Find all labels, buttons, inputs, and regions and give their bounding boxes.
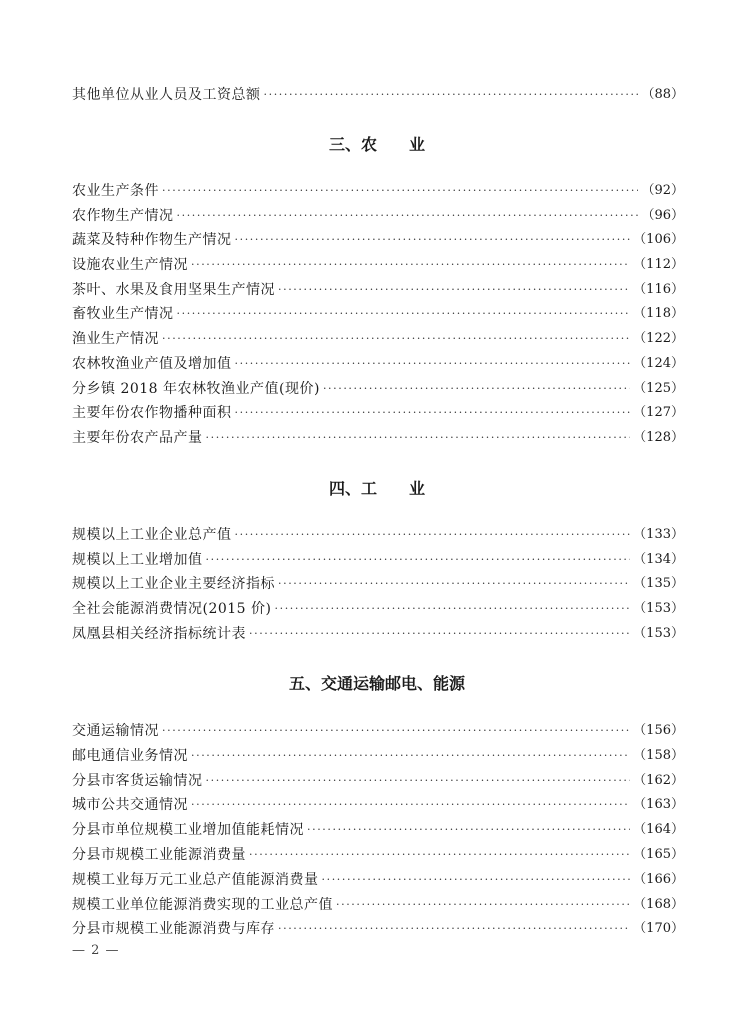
toc-leader-dots <box>336 894 630 916</box>
toc-entry[interactable] <box>72 524 684 546</box>
toc-entry-title: 分县市单位规模工业增加值能耗情况 <box>72 822 304 838</box>
toc-entry-title: 规模工业单位能源消费实现的工业总产值 <box>72 897 333 913</box>
toc-entry-title: 渔业生产情况 <box>72 331 159 347</box>
toc-entry[interactable] <box>72 819 684 841</box>
toc-leader-dots <box>206 549 631 571</box>
toc-entry-title: 邮电通信业务情况 <box>72 748 188 764</box>
toc-entry-page: （96） <box>641 208 684 223</box>
toc-leader-dots <box>322 869 631 891</box>
toc-entry[interactable] <box>72 549 684 571</box>
toc-entry-page: （165） <box>633 847 684 862</box>
toc-entry-page: （133） <box>633 527 684 542</box>
toc-entry[interactable] <box>72 84 684 106</box>
toc-leader-dots <box>278 918 630 940</box>
toc-entry-page: （163） <box>633 797 684 812</box>
toc-entry-page: （122） <box>633 331 684 346</box>
toc-entry-page: （156） <box>633 723 684 738</box>
toc-leader-dots <box>206 770 631 792</box>
toc-leader-dots <box>177 303 631 325</box>
toc-leader-dots <box>177 205 639 227</box>
toc-entry-title: 农作物生产情况 <box>72 208 174 224</box>
toc-entry[interactable] <box>72 720 684 742</box>
toc-leader-dots <box>275 598 631 620</box>
toc-leader-dots <box>191 254 630 276</box>
toc-entry-title: 规模工业每万元工业总产值能源消费量 <box>72 872 319 888</box>
toc-entry[interactable] <box>72 180 684 202</box>
toc-entry[interactable] <box>72 745 684 767</box>
toc-entry-title: 设施农业生产情况 <box>72 257 188 273</box>
toc-entry-page: （92） <box>641 183 684 198</box>
toc-leader-dots <box>162 180 638 202</box>
toc-entry-title: 分乡镇 2018 年农林牧渔业产值(现价) <box>72 381 320 397</box>
toc-entry[interactable] <box>72 894 684 916</box>
toc-entry[interactable] <box>72 427 684 449</box>
toc-leader-dots <box>235 353 631 375</box>
toc-entry-title: 分县市规模工业能源消费与库存 <box>72 921 275 937</box>
toc-entry[interactable] <box>72 573 684 595</box>
toc-entry-title: 茶叶、水果及食用坚果生产情况 <box>72 282 275 298</box>
toc-leader-dots <box>323 378 630 400</box>
toc-leader-dots <box>235 229 631 251</box>
toc-entry-page: （168） <box>633 897 684 912</box>
toc-entry-title: 农林牧渔业产值及增加值 <box>72 356 232 372</box>
toc-entry-title: 其他单位从业人员及工资总额 <box>72 87 261 103</box>
toc-entry[interactable] <box>72 254 684 276</box>
toc-entry[interactable] <box>72 794 684 816</box>
toc-entry-page: （118） <box>633 306 684 321</box>
toc-entry[interactable] <box>72 328 684 350</box>
toc-entry-title: 主要年份农作物播种面积 <box>72 405 232 421</box>
toc-entry[interactable] <box>72 279 684 301</box>
toc-entry-page: （106） <box>633 232 684 247</box>
toc-leader-dots <box>249 623 630 645</box>
toc-entry-title: 交通运输情况 <box>72 723 159 739</box>
toc-entry-page: （162） <box>633 773 684 788</box>
toc-entry-title: 凤凰县相关经济指标统计表 <box>72 626 246 642</box>
toc-entry-page: （127） <box>633 405 684 420</box>
toc-leader-dots <box>162 720 630 742</box>
toc-entry-title: 分县市客货运输情况 <box>72 773 203 789</box>
toc-entry[interactable] <box>72 869 684 891</box>
toc-entry-page: （88） <box>641 87 684 102</box>
toc-entry[interactable] <box>72 353 684 375</box>
toc-leader-dots <box>278 573 630 595</box>
toc-entry[interactable] <box>72 598 684 620</box>
toc-leader-dots <box>249 844 630 866</box>
toc-leader-dots <box>235 524 631 546</box>
toc-leader-dots <box>162 328 630 350</box>
toc-entry-page: （116） <box>633 282 684 297</box>
toc-leader-dots <box>307 819 630 841</box>
toc-leader-dots <box>278 279 630 301</box>
toc-leader-dots <box>264 84 639 106</box>
toc-entry-title: 规模以上工业企业总产值 <box>72 527 232 543</box>
toc-entry-page: （153） <box>633 626 684 641</box>
toc-entry[interactable] <box>72 770 684 792</box>
toc-leader-dots <box>235 402 631 424</box>
toc-entry-page: （128） <box>633 430 684 445</box>
toc-entry[interactable] <box>72 623 684 645</box>
toc-entry-page: （124） <box>633 356 684 371</box>
toc-entry[interactable] <box>72 402 684 424</box>
section-heading-industry: 四、工 业 <box>328 479 425 498</box>
toc-entry-page: （170） <box>633 921 684 936</box>
toc-entry[interactable] <box>72 378 684 400</box>
toc-entry-title: 城市公共交通情况 <box>72 797 188 813</box>
toc-entry[interactable] <box>72 303 684 325</box>
toc-entry[interactable] <box>72 205 684 227</box>
toc-leader-dots <box>191 794 630 816</box>
toc-entry[interactable] <box>72 844 684 866</box>
toc-entry-title: 规模以上工业增加值 <box>72 552 203 568</box>
page-number: — 2 — <box>72 943 120 958</box>
toc-entry-title: 全社会能源消费情况(2015 价) <box>72 601 272 617</box>
toc-entry-page: （125） <box>633 381 684 396</box>
toc-entry-page: （134） <box>633 552 684 567</box>
section-heading-agriculture: 三、农 业 <box>328 135 425 154</box>
toc-entry-page: （135） <box>633 576 684 591</box>
toc-leader-dots <box>206 427 631 449</box>
toc-leader-dots <box>191 745 630 767</box>
section-heading-transport: 五、交通运输邮电、能源 <box>288 674 465 693</box>
toc-entry-title: 蔬菜及特种作物生产情况 <box>72 232 232 248</box>
toc-entry-page: （158） <box>633 748 684 763</box>
toc-entry-title: 主要年份农产品产量 <box>72 430 203 446</box>
toc-entry-page: （112） <box>633 257 684 272</box>
toc-entry[interactable] <box>72 918 684 940</box>
toc-entry-title: 农业生产条件 <box>72 183 159 199</box>
toc-entry-title: 规模以上工业企业主要经济指标 <box>72 576 275 592</box>
toc-entry-title: 畜牧业生产情况 <box>72 306 174 322</box>
toc-entry-page: （153） <box>633 601 684 616</box>
toc-entry-page: （166） <box>633 872 684 887</box>
toc-entry-title: 分县市规模工业能源消费量 <box>72 847 246 863</box>
toc-entry[interactable] <box>72 229 684 251</box>
toc-entry-page: （164） <box>633 822 684 837</box>
